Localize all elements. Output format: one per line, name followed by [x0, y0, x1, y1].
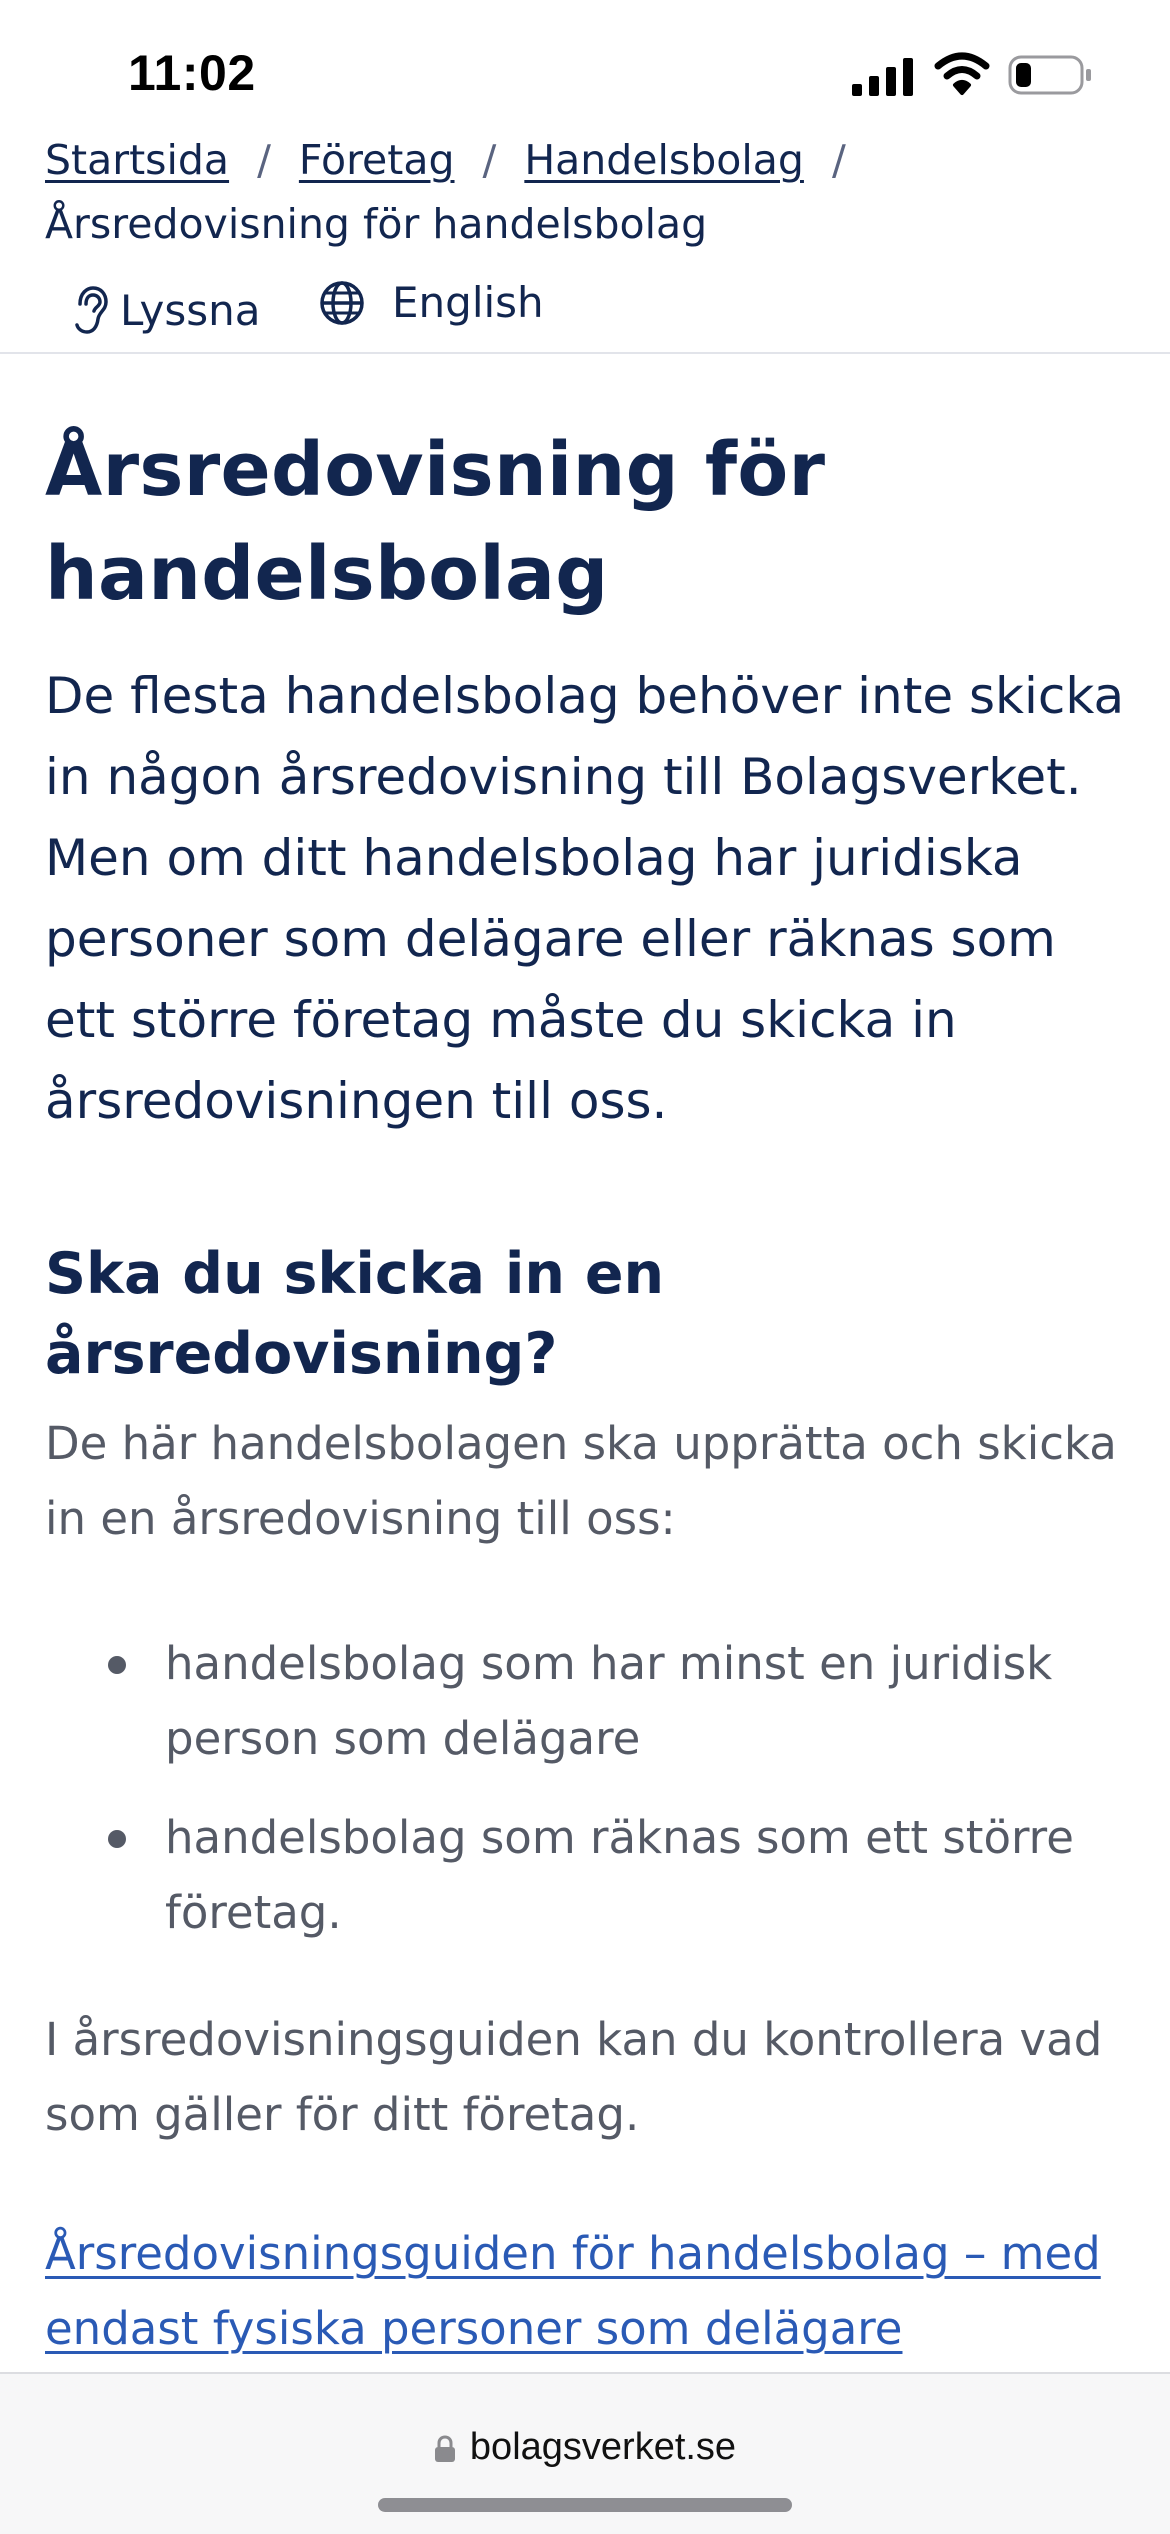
guide-paragraph: I årsredovisningsguiden kan du kontrollera vad som gäller för ditt företag.: [45, 2013, 1103, 2141]
breadcrumb-separator: /: [482, 136, 497, 184]
section-heading: Ska du skicka in en årsredovisning?: [45, 1241, 665, 1387]
tools-row: [0, 278, 1170, 354]
breadcrumb-current: Årsredovisning för handelsbolag: [45, 200, 708, 248]
breadcrumb-link-handelsbolag[interactable]: Handelsbolag: [524, 136, 804, 184]
battery-level: [1016, 63, 1031, 87]
breadcrumb-separator: /: [257, 136, 271, 184]
home-indicator[interactable]: [378, 2498, 792, 2512]
listen-button[interactable]: [72, 284, 261, 336]
intro-paragraph: De här handelsbolagen ska upprätta och skicka in en årsredovisning till oss:: [45, 1417, 1117, 1545]
page-title: Årsredovisning för handelsbolag: [45, 427, 826, 617]
lead-paragraph: De flesta handelsbolag behöver inte skicka in någon årsredovisning till Bolagsverket. Men om ditt handelsbolag har juridiska personer som delägare eller räknas som ett större företag måste du skicka in årsredovisningen till oss.: [45, 667, 1125, 1130]
main-content: [45, 418, 1135, 2366]
url-display[interactable]: [0, 2426, 1170, 2469]
url-text: bolagsverket.se: [469, 2426, 737, 2468]
breadcrumb-link-foretag[interactable]: Företag: [298, 136, 455, 184]
guide-link[interactable]: Årsredovisningsguiden för handelsbolag – med endast fysiska personer som delägare: [45, 2227, 1101, 2355]
lock-icon: [434, 2435, 456, 2463]
status-bar: [0, 0, 1170, 130]
list-item: [45, 1626, 1135, 1776]
list-item-text: handelsbolag som räknas som ett större företag.: [165, 1811, 1074, 1939]
signal-icon: [852, 56, 914, 96]
bullet-dot: [108, 1830, 126, 1848]
breadcrumb: [45, 128, 1135, 256]
breadcrumb-link-startsida[interactable]: Startsida: [45, 136, 230, 184]
breadcrumb-separator: /: [831, 136, 846, 184]
list-item: [45, 1800, 1135, 1950]
ear-icon: [72, 284, 110, 336]
browser-address-bar[interactable]: [0, 2372, 1170, 2534]
bullet-list: [45, 1626, 1135, 1950]
wifi-icon: [934, 52, 990, 96]
battery-icon: [1008, 54, 1092, 96]
listen-label: Lyssna: [120, 285, 261, 335]
english-label: English: [392, 278, 544, 327]
bullet-dot: [108, 1656, 126, 1674]
status-time: 11:02: [128, 45, 256, 101]
globe-icon: [318, 279, 366, 327]
list-item-text: handelsbolag som har minst en juridisk person som delägare: [165, 1637, 1053, 1765]
english-button[interactable]: [318, 278, 544, 327]
